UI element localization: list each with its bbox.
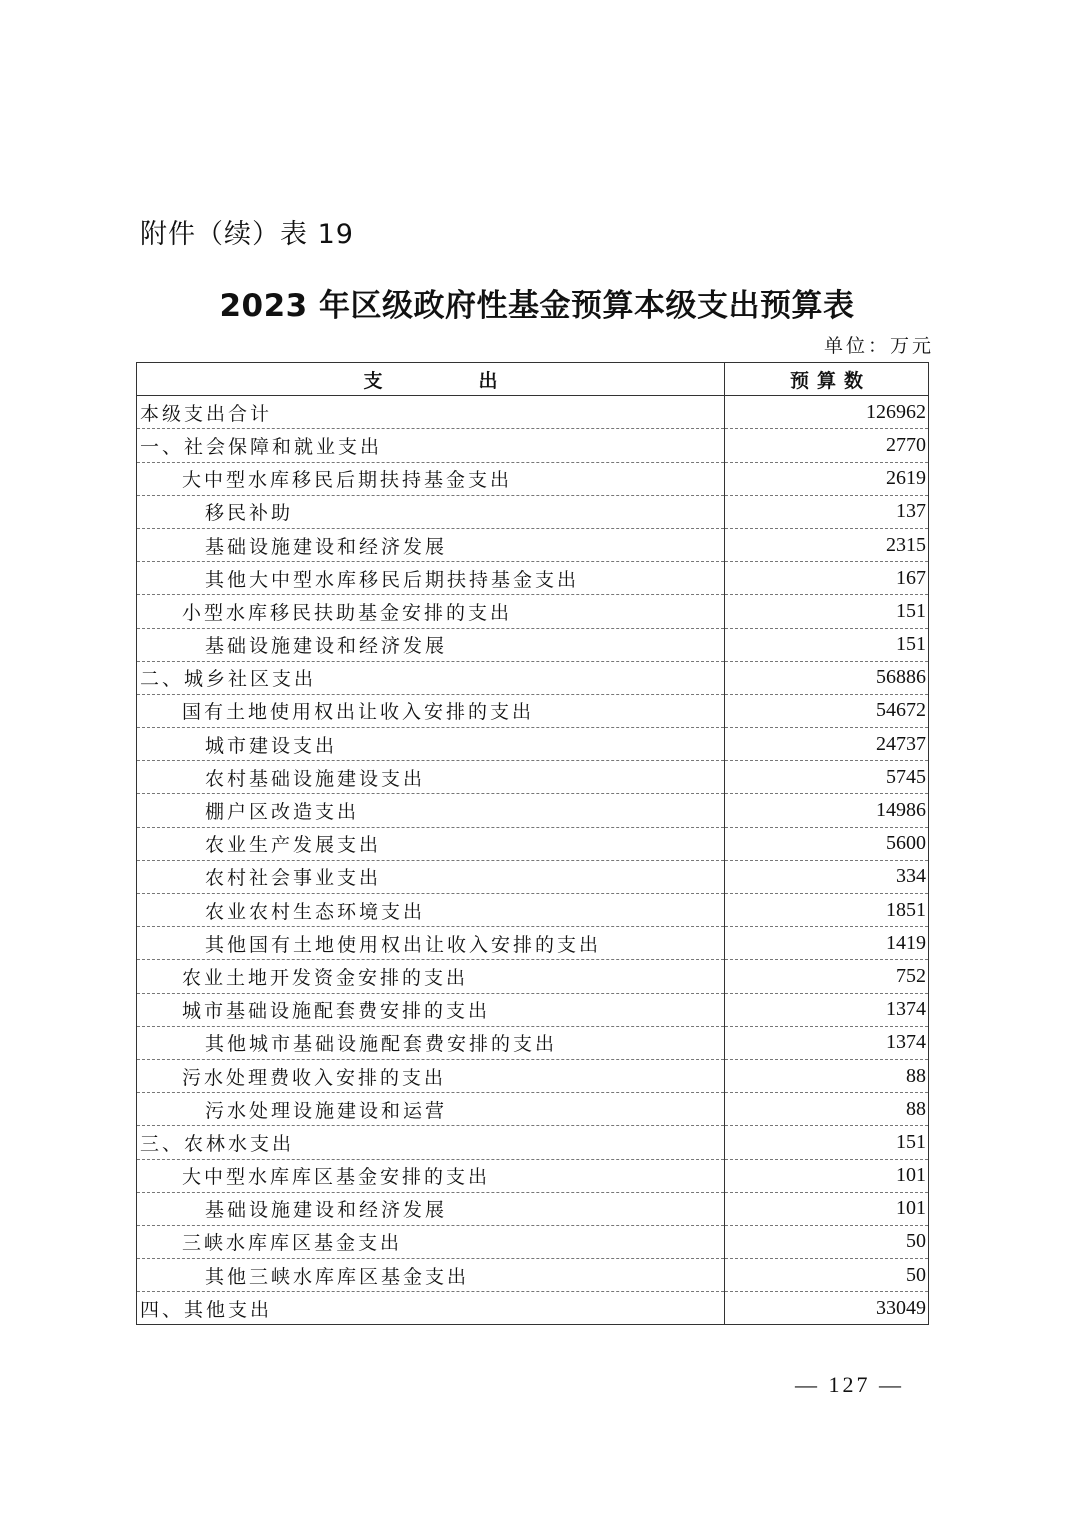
table-row bbox=[137, 1159, 929, 1192]
expenditure-item: 大中型水库库区基金安排的支出 bbox=[137, 1159, 725, 1192]
table-row bbox=[137, 1026, 929, 1059]
column-header-budget: 预算数 bbox=[725, 363, 929, 396]
table-row bbox=[137, 761, 929, 794]
expenditure-item: 城市建设支出 bbox=[137, 728, 725, 761]
expenditure-item: 基础设施建设和经济发展 bbox=[137, 528, 725, 561]
budget-amount: 54672 bbox=[725, 694, 929, 727]
table-row bbox=[137, 1093, 929, 1126]
table-row bbox=[137, 1259, 929, 1292]
table-row bbox=[137, 1059, 929, 1092]
table-header-row bbox=[137, 363, 929, 396]
table-row bbox=[137, 396, 929, 429]
expenditure-item: 一、社会保障和就业支出 bbox=[137, 429, 725, 462]
budget-amount: 88 bbox=[725, 1093, 929, 1126]
table-row bbox=[137, 1292, 929, 1325]
budget-amount: 2770 bbox=[725, 429, 929, 462]
expenditure-item: 三、农林水支出 bbox=[137, 1126, 725, 1159]
expenditure-item: 四、其他支出 bbox=[137, 1292, 725, 1325]
budget-amount: 14986 bbox=[725, 794, 929, 827]
table-row bbox=[137, 462, 929, 495]
budget-amount: 151 bbox=[725, 595, 929, 628]
budget-amount: 33049 bbox=[725, 1292, 929, 1325]
expenditure-item: 三峡水库库区基金支出 bbox=[137, 1225, 725, 1258]
unit-label: 单位：万元 bbox=[823, 335, 934, 357]
budget-amount: 2619 bbox=[725, 462, 929, 495]
table-row bbox=[137, 562, 929, 595]
expenditure-item: 其他三峡水库库区基金支出 bbox=[137, 1259, 725, 1292]
budget-amount: 151 bbox=[725, 628, 929, 661]
expenditure-item: 棚户区改造支出 bbox=[137, 794, 725, 827]
table-row bbox=[137, 694, 929, 727]
table-row bbox=[137, 1192, 929, 1225]
expenditure-item: 移民补助 bbox=[137, 495, 725, 528]
table-row bbox=[137, 794, 929, 827]
page-title: 2023 年区级政府性基金预算本级支出预算表 bbox=[219, 288, 855, 324]
budget-amount: 1851 bbox=[725, 894, 929, 927]
expenditure-item: 农业生产发展支出 bbox=[137, 827, 725, 860]
budget-amount: 1419 bbox=[725, 927, 929, 960]
budget-table bbox=[136, 362, 929, 1325]
expenditure-item: 本级支出合计 bbox=[137, 396, 725, 429]
expenditure-item: 基础设施建设和经济发展 bbox=[137, 628, 725, 661]
attachment-label: 附件（续）表 19 bbox=[140, 219, 354, 250]
budget-amount: 2315 bbox=[725, 528, 929, 561]
budget-amount: 5745 bbox=[725, 761, 929, 794]
budget-amount: 50 bbox=[725, 1225, 929, 1258]
budget-amount: 1374 bbox=[725, 1026, 929, 1059]
budget-amount: 5600 bbox=[725, 827, 929, 860]
table-row bbox=[137, 528, 929, 561]
expenditure-item: 基础设施建设和经济发展 bbox=[137, 1192, 725, 1225]
table-row bbox=[137, 960, 929, 993]
table-body bbox=[137, 396, 929, 1325]
table-row bbox=[137, 628, 929, 661]
expenditure-item: 其他大中型水库移民后期扶持基金支出 bbox=[137, 562, 725, 595]
expenditure-item: 污水处理费收入安排的支出 bbox=[137, 1059, 725, 1092]
page-number: — 127 — bbox=[795, 1372, 904, 1397]
table-row bbox=[137, 827, 929, 860]
column-header-expenditure: 支出 bbox=[137, 363, 725, 396]
table-row bbox=[137, 661, 929, 694]
budget-amount: 1374 bbox=[725, 993, 929, 1026]
expenditure-item: 国有土地使用权出让收入安排的支出 bbox=[137, 694, 725, 727]
table-row bbox=[137, 429, 929, 462]
expenditure-item: 农业农村生态环境支出 bbox=[137, 894, 725, 927]
table-row bbox=[137, 894, 929, 927]
budget-amount: 167 bbox=[725, 562, 929, 595]
budget-amount: 50 bbox=[725, 1259, 929, 1292]
budget-amount: 334 bbox=[725, 860, 929, 893]
expenditure-item: 农村基础设施建设支出 bbox=[137, 761, 725, 794]
table-row bbox=[137, 595, 929, 628]
expenditure-item: 大中型水库移民后期扶持基金支出 bbox=[137, 462, 725, 495]
budget-amount: 88 bbox=[725, 1059, 929, 1092]
expenditure-item: 城市基础设施配套费安排的支出 bbox=[137, 993, 725, 1026]
expenditure-item: 农村社会事业支出 bbox=[137, 860, 725, 893]
budget-amount: 101 bbox=[725, 1192, 929, 1225]
table-row bbox=[137, 495, 929, 528]
expenditure-item: 小型水库移民扶助基金安排的支出 bbox=[137, 595, 725, 628]
table-row bbox=[137, 728, 929, 761]
table-row bbox=[137, 1225, 929, 1258]
expenditure-item: 其他城市基础设施配套费安排的支出 bbox=[137, 1026, 725, 1059]
budget-amount: 752 bbox=[725, 960, 929, 993]
budget-amount: 126962 bbox=[866, 400, 926, 423]
table-row bbox=[137, 927, 929, 960]
expenditure-item: 农业土地开发资金安排的支出 bbox=[137, 960, 725, 993]
table-row bbox=[137, 993, 929, 1026]
budget-amount: 24737 bbox=[725, 728, 929, 761]
budget-amount: 151 bbox=[725, 1126, 929, 1159]
budget-amount: 137 bbox=[725, 495, 929, 528]
table-row bbox=[137, 1126, 929, 1159]
expenditure-item: 污水处理设施建设和运营 bbox=[137, 1093, 725, 1126]
table-row bbox=[137, 860, 929, 893]
budget-amount: 56886 bbox=[725, 661, 929, 694]
expenditure-item: 二、城乡社区支出 bbox=[137, 661, 725, 694]
budget-amount: 101 bbox=[725, 1159, 929, 1192]
expenditure-item: 其他国有土地使用权出让收入安排的支出 bbox=[137, 927, 725, 960]
